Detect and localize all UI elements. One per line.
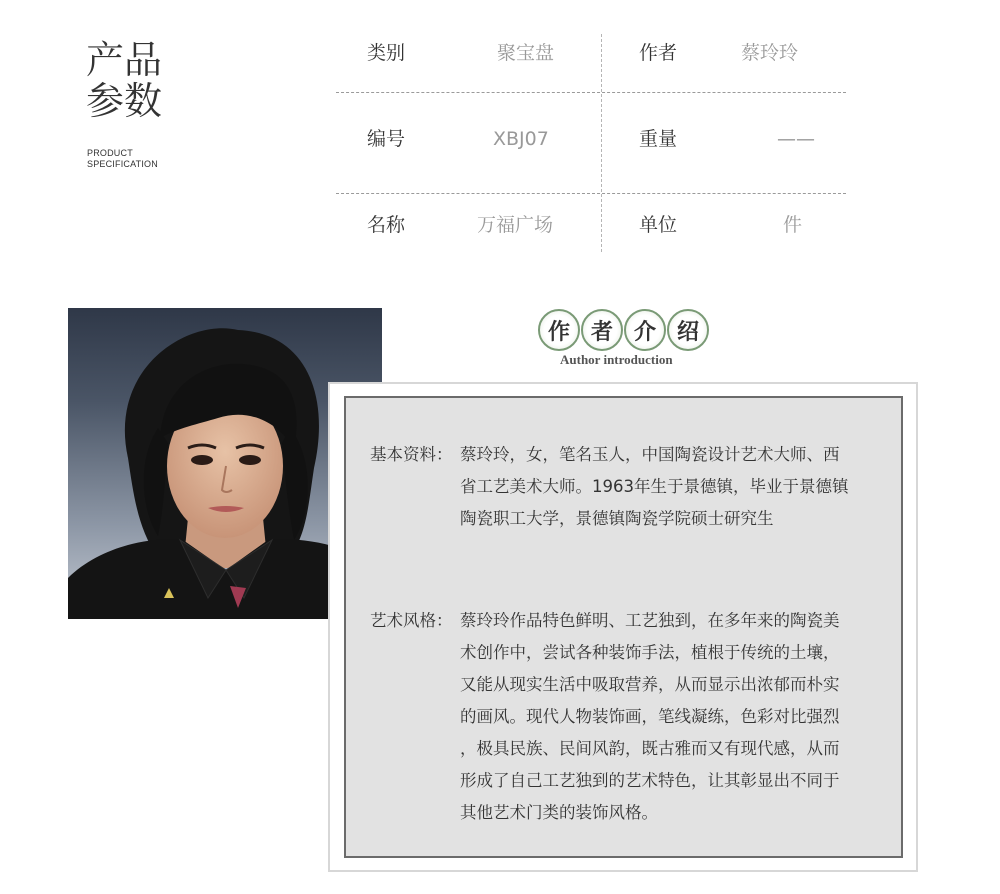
- spec-subtitle-line2: SPECIFICATION: [87, 159, 158, 169]
- basic-info-label: 基本资料：: [370, 445, 453, 464]
- spec-value-author: 蔡玲玲: [741, 42, 799, 64]
- art-style-text: 蔡玲玲作品特色鲜明、工艺独到，在多年来的陶瓷美 术创作中，尝试各种装饰手法，植根于传统的土壤， 又能从现实生活中吸取营养，从而显示出浓郁而朴实 的画风。现代人物装饰画，笔线凝练，色彩对比强烈 ，极具民族、民间风韵，既古雅而又有现代感，从而 形成了自己工艺独到的艺术特色，让其彰显出不同于 其他艺术门类的装饰风格。: [460, 611, 840, 822]
- spec-value-weight: ——: [777, 128, 815, 150]
- intro-panel: [344, 396, 903, 858]
- spec-value-unit: 件: [783, 214, 803, 236]
- basic-info-text: 蔡玲玲，女，笔名玉人，中国陶瓷设计艺术大师、西 省工艺美术大师。1963年生于景德镇，毕业于景德镇 陶瓷职工大学，景德镇陶瓷学院硕士研究生: [460, 445, 849, 528]
- spec-label-category: 类别: [367, 42, 406, 64]
- art-style-label: 艺术风格：: [370, 611, 453, 630]
- spec-label-unit: 单位: [639, 214, 678, 236]
- spec-label-weight: 重量: [639, 128, 678, 150]
- spec-subtitle-line1: PRODUCT: [87, 148, 133, 158]
- spec-label-name: 名称: [367, 214, 406, 236]
- spec-value-code: XBJ07: [493, 128, 549, 150]
- spec-value-name: 万福广场: [477, 214, 554, 236]
- spec-title: [86, 40, 162, 122]
- row-divider: [336, 193, 846, 194]
- spec-table: [336, 18, 846, 254]
- spec-label-code: 编号: [367, 128, 406, 150]
- badge-char: 者: [581, 309, 623, 351]
- author-intro-badge: [538, 309, 710, 373]
- badge-chars: [538, 309, 709, 353]
- badge-english-title: Author introduction: [560, 352, 673, 367]
- spec-title-line1: 产品: [86, 38, 163, 82]
- column-divider: [601, 34, 602, 252]
- spec-label-author: 作者: [639, 42, 678, 64]
- badge-char: 绍: [667, 309, 709, 351]
- spec-value-category: 聚宝盘: [497, 42, 555, 64]
- badge-char: 作: [538, 309, 580, 351]
- row-divider: [336, 92, 846, 93]
- badge-char: 介: [624, 309, 666, 351]
- spec-subtitle: [87, 148, 158, 170]
- spec-title-line2: 参数: [86, 79, 163, 123]
